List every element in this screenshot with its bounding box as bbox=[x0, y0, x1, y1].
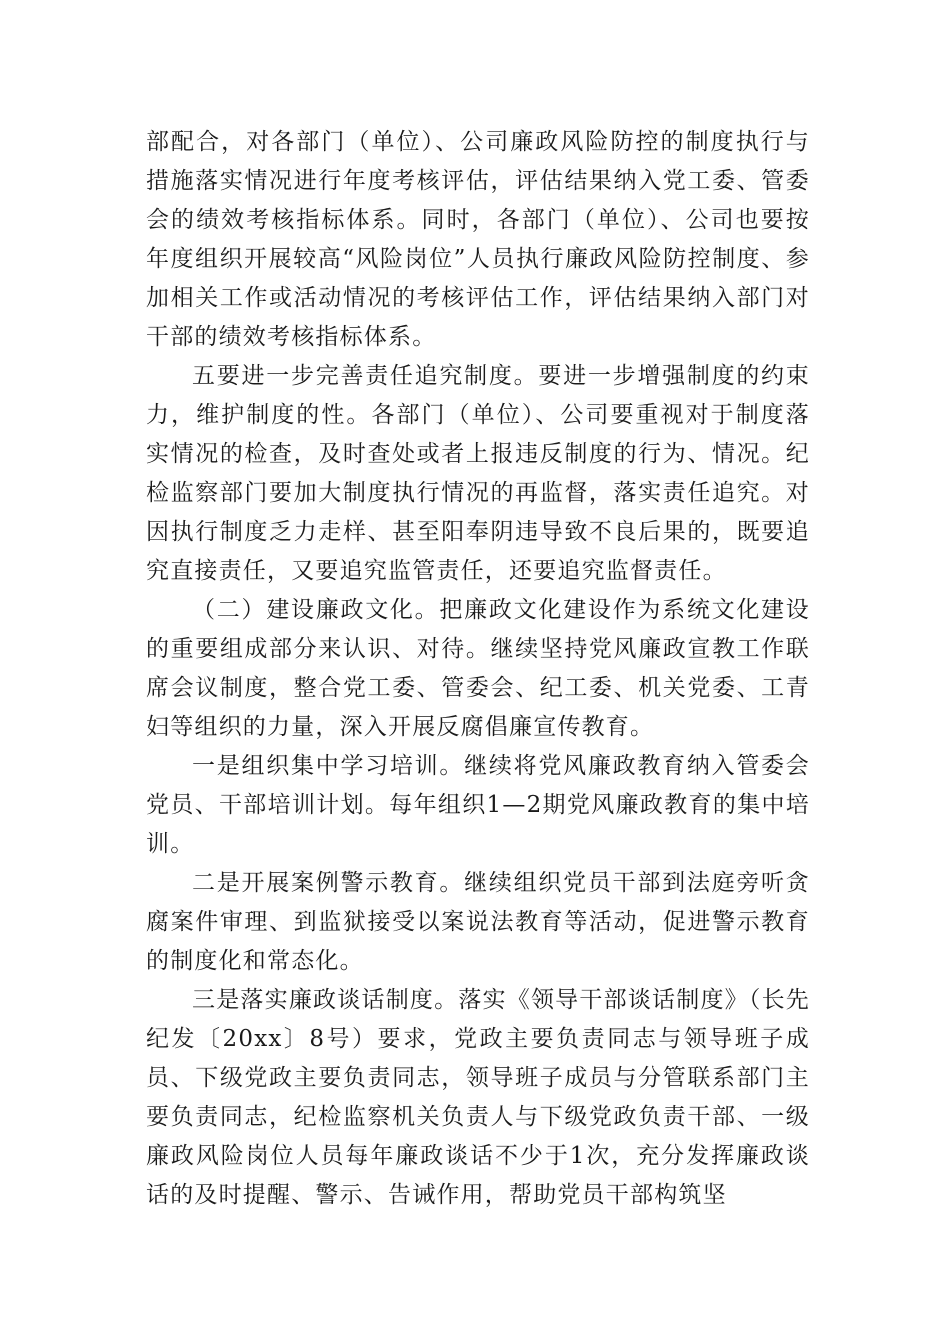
paragraph-integrity-culture: （二）建设廉政文化。把廉政文化建设作为系统文化建设的重要组成部分来认识、对待。继续坚持党风廉政宣教工作联席会议制度，整合党工委、管委会、纪工委、机关党委、工青妇等组织的力量，深入开展反腐倡廉宣传教育。 bbox=[146, 597, 810, 740]
paragraph-training: 一是组织集中学习培训。继续将党风廉政教育纳入管委会党员、干部培训计划。每年组织1—2期党风廉政教育的集中培训。 bbox=[146, 753, 810, 857]
paragraph-integrity-talks: 三是落实廉政谈话制度。落实《领导干部谈话制度》（长先纪发〔20xx〕8号）要求，党政主要负责同志与领导班子成员、下级党政主要负责同志，领导班子成员与分管联系部门主要负责同志，纪检监察机关负责人与下级党政负责干部、一级廉政风险岗位人员每年廉政谈话不少于1次，充分发挥廉政谈话的及时提醒、警示、告诫作用，帮助党员干部构筑坚 bbox=[146, 987, 810, 1208]
document-body bbox=[146, 123, 810, 1215]
paragraph-continuation: 部配合，对各部门（单位）、公司廉政风险防控的制度执行与措施落实情况进行年度考核评估，评估结果纳入党工委、管委会的绩效考核指标体系。同时，各部门（单位）、公司也要按年度组织开展较高“风险岗位”人员执行廉政风险防控制度、参加相关工作或活动情况的考核评估工作，评估结果纳入部门对干部的绩效考核指标体系。 bbox=[146, 129, 810, 350]
paragraph-warning-education: 二是开展案例警示教育。继续组织党员干部到法庭旁听贪腐案件审理、到监狱接受以案说法教育等活动，促进警示教育的制度化和常态化。 bbox=[146, 870, 810, 974]
paragraph-accountability: 五要进一步完善责任追究制度。要进一步增强制度的约束力，维护制度的性。各部门（单位）、公司要重视对于制度落实情况的检查，及时查处或者上报违反制度的行为、情况。纪检监察部门要加大制度执行情况的再监督，落实责任追究。对因执行制度乏力走样、甚至阳奉阴违导致不良后果的，既要追究直接责任，又要追究监管责任，还要追究监督责任。 bbox=[146, 363, 810, 584]
